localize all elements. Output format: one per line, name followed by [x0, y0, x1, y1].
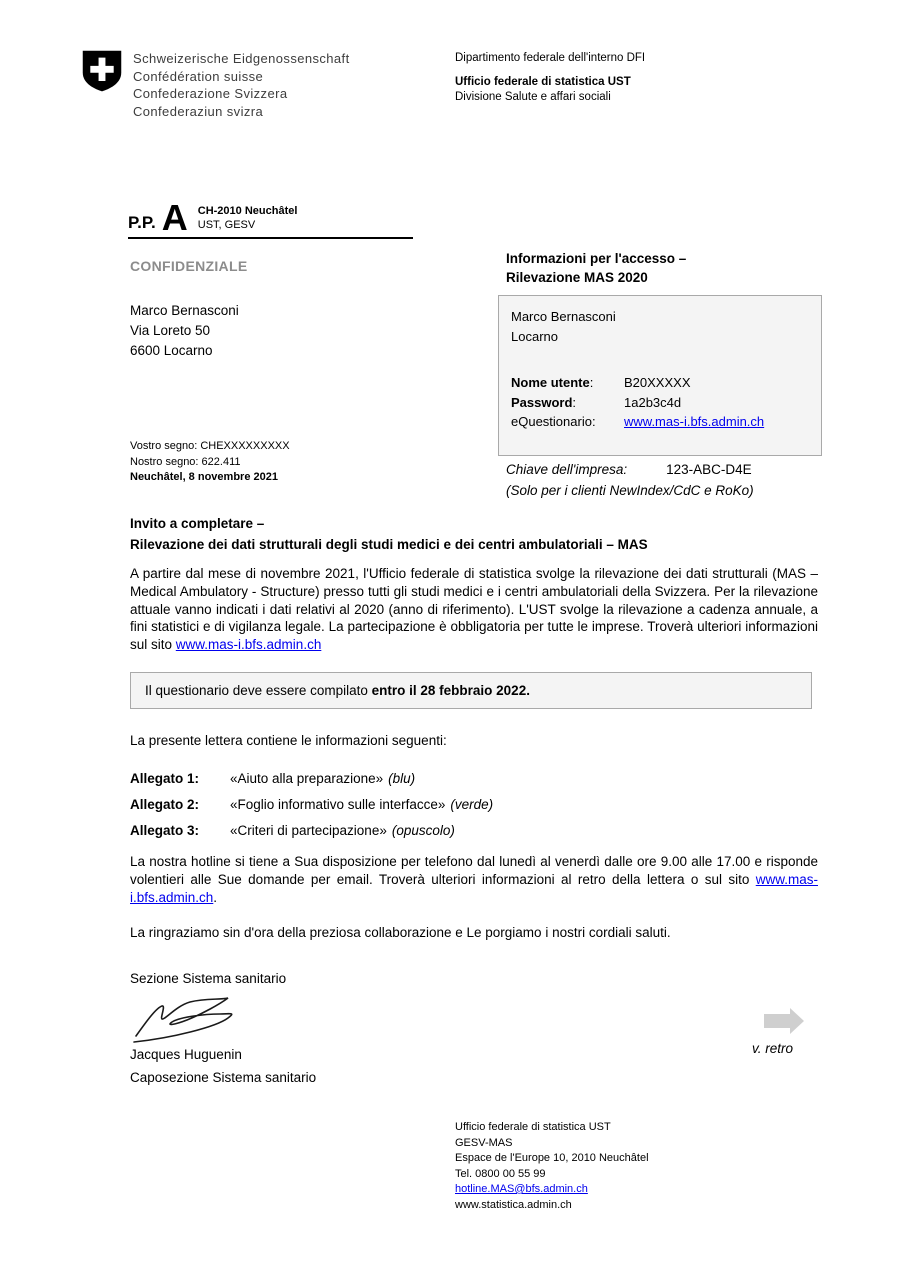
- attachment-note: (opuscolo): [391, 823, 455, 838]
- deadline-date: entro il 28 febbraio 2022.: [371, 683, 530, 698]
- priority-a-mark: A: [161, 197, 188, 238]
- password-colon: :: [572, 394, 577, 410]
- access-title-line1: Informazioni per l'accesso –: [506, 251, 687, 266]
- department-block: [455, 51, 645, 105]
- closing-line: La ringraziamo sin d'ora della preziosa collaborazione e Le porgiamo i nostri cordiali saluti.: [130, 925, 671, 940]
- username-value: B20XXXXX: [624, 375, 691, 390]
- postal-office: UST, GESV: [197, 219, 256, 231]
- username-colon: :: [589, 375, 594, 390]
- footer-address: Espace de l'Europe 10, 2010 Neuchâtel: [455, 1152, 649, 1164]
- signer-name: Jacques Huguenin: [130, 1047, 242, 1062]
- access-info-title: [506, 249, 686, 287]
- footer-phone: Tel. 0800 00 55 99: [455, 1167, 546, 1180]
- username-row: [511, 373, 809, 393]
- section-name: Sezione Sistema sanitario: [130, 971, 287, 986]
- swiss-coat-of-arms-icon: [80, 48, 124, 97]
- footer-office: Ufficio federale di statistica UST: [455, 1121, 611, 1133]
- coat-line: Confederazione Svizzera: [133, 86, 288, 101]
- coat-line: Confederaziun svizra: [133, 103, 264, 119]
- date-line: Neuchâtel, 8 novembre 2021: [130, 471, 278, 483]
- attachment-note: (verde): [450, 797, 494, 812]
- mas-website-link-2[interactable]: www.mas-i.bfs.admin.ch: [130, 871, 818, 905]
- company-key-block: [506, 459, 826, 501]
- deadline-box: [130, 672, 812, 709]
- username-label: Nome utente: [511, 375, 590, 390]
- footer-email-link[interactable]: hotline.MAS@bfs.admin.ch: [455, 1183, 588, 1195]
- mas-website-link[interactable]: www.mas-i.bfs.admin.ch: [175, 637, 322, 653]
- equestionnaire-label: eQuestionario:: [511, 414, 596, 429]
- footer-contact-block: [455, 1120, 649, 1213]
- password-value: 1a2b3c4d: [624, 394, 682, 410]
- recipient-address: [130, 301, 239, 361]
- coat-line: Confédération suisse: [133, 68, 264, 84]
- signature-scribble: [132, 992, 257, 1049]
- hotline-paragraph-period: .: [213, 889, 218, 905]
- pp-mark: P.P.: [128, 213, 156, 232]
- password-label: Password: [511, 394, 573, 410]
- contains-line: La presente lettera contiene le informazioni seguenti:: [130, 733, 447, 748]
- box-recipient-city: Locarno: [511, 328, 558, 344]
- deadline-text: Il questionario deve essere compilato: [145, 683, 372, 698]
- intro-paragraph: [130, 565, 818, 654]
- subject-line: [130, 513, 648, 555]
- attachment-label: Allegato 1:: [130, 771, 200, 786]
- postal-mark-block: [128, 197, 413, 239]
- credentials-box: [498, 295, 822, 456]
- hotline-paragraph: [130, 853, 818, 906]
- attachment-row: [130, 766, 493, 792]
- attachment-title: «Criteri di partecipazione»: [230, 823, 387, 838]
- our-reference: Nostro segno: 622.411: [130, 455, 241, 468]
- subject-line1: Invito a completare –: [130, 516, 265, 531]
- department-line: Dipartimento federale dell'interno DFI: [455, 52, 646, 64]
- equestionnaire-row: [511, 412, 809, 432]
- turn-page-arrow-icon: [764, 1008, 804, 1034]
- equestionnaire-link[interactable]: www.mas-i.bfs.admin.ch: [624, 414, 765, 429]
- attachment-label: Allegato 2:: [130, 797, 200, 812]
- footer-website: www.statistica.admin.ch: [455, 1198, 572, 1211]
- company-key-label: Chiave dell'impresa:: [506, 462, 628, 477]
- access-title-line2: Rilevazione MAS 2020: [506, 270, 648, 285]
- signer-role: Caposezione Sistema sanitario: [130, 1070, 317, 1085]
- hotline-paragraph-text: La nostra hotline si tiene a Sua disposizione per telefono dal lunedì al venerdì dalle ore 9.00 alle 17.00 e risponde volentieri alle Sue domande per email. Troverà ulteriori informazioni al retro della lettera o sul sito: [130, 854, 818, 887]
- box-recipient-name: Marco Bernasconi: [511, 309, 616, 324]
- confidential-label: CONFIDENZIALE: [130, 258, 248, 274]
- attachment-note: (blu): [388, 771, 416, 786]
- coat-line: Schweizerische Eidgenossenschaft: [133, 51, 350, 66]
- attachment-title: «Aiuto alla preparazione»: [230, 771, 384, 786]
- recipient-street: Via Loreto 50: [130, 323, 211, 338]
- intro-paragraph-text: A partire dal mese di novembre 2021, l'Ufficio federale di statistica svolge la rilevazione dei dati strutturali (MAS – Medical Ambulatory - Structure) presso tutti gli studi medici e i centri ambulatoriali della Svizzera. Per la rilevazione attuale vanno indicati i dati relativi al 2020 (anno di riferimento). L'UST svolge la rilevazione a cadenza annuale, a fini statistici e di vigilanza legale. La partecipazione è obbligatoria per tutte le imprese. Troverà ulteriori informazioni sul sito: [130, 566, 818, 653]
- confederation-names: [133, 50, 350, 120]
- attachment-row: [130, 792, 493, 818]
- postal-city: CH-2010 Neuchâtel: [197, 205, 298, 217]
- office-name: Ufficio federale di statistica UST: [455, 76, 631, 88]
- recipient-city: 6600 Locarno: [130, 343, 213, 358]
- your-reference: Vostro segno: CHEXXXXXXXXX: [130, 440, 290, 452]
- attachment-row: [130, 818, 493, 844]
- see-reverse-label: v. retro: [752, 1041, 794, 1056]
- postal-return-address: [198, 204, 298, 232]
- division-name: Divisione Salute e affari sociali: [455, 91, 611, 103]
- company-key-value: 123-ABC-D4E: [666, 462, 752, 477]
- attachment-label: Allegato 3:: [130, 823, 200, 838]
- attachment-title: «Foglio informativo sulle interfacce»: [230, 797, 446, 812]
- reference-block: [130, 439, 290, 486]
- subject-line2: Rilevazione dei dati strutturali degli studi medici e dei centri ambulatoriali – MAS: [130, 537, 648, 552]
- footer-unit: GESV-MAS: [455, 1136, 513, 1149]
- company-key-note: (Solo per i clienti NewIndex/CdC e RoKo): [506, 483, 754, 498]
- password-row: [511, 393, 809, 413]
- recipient-name: Marco Bernasconi: [130, 303, 239, 318]
- attachments-list: [130, 766, 493, 844]
